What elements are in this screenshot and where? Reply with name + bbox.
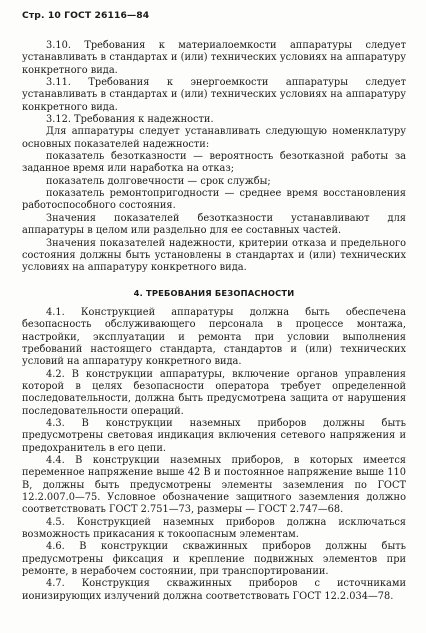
- clause-3-11: 3.11. Требования к энергоемкости аппаратуры следует устанавливать в стандартах и (или) технических условиях на аппаратуру конкретного вида.: [22, 77, 406, 113]
- clause-4-7: 4.7. Конструкция скважинных приборов с источниками ионизирующих излучений должна соответствовать ГОСТ 12.2.034—78.: [22, 578, 406, 602]
- reliability-values: Значения показателей безотказности устанавливают для аппаратуры в целом или раздельно для ее составных частей.: [22, 212, 406, 237]
- reliability-failure-free: показатель безотказности — вероятность безотказной работы за заданное время или наработка на отказ;: [22, 151, 406, 175]
- clause-4-1: 4.1. Конструкцией аппаратуры должна быть обеспечена безопасность обслуживающего персонала в процессе монтажа, настройки, эксплуатации и ремонта при условии выполнения требований настоящего стандарта, стандартов и (или) технических условий на аппаратуру конкретного вида.: [22, 306, 406, 368]
- clause-4-2: 4.2. В конструкции аппаратуры, включение органов управления которой в целях безопасности оператора требует определенной последовательности, должна быть предусмотрена защита от нарушения последовательности операций.: [22, 368, 406, 417]
- clause-4-5: 4.5. Конструкцией наземных приборов должна исключаться возможность прикасания к токоопасным элементам.: [22, 516, 406, 541]
- clause-3-12: 3.12. Требования к надежности.: [46, 114, 214, 126]
- reliability-durability: показатель долговечности — срок службы;: [46, 175, 271, 187]
- page-header: Стр. 10 ГОСТ 26116—84: [22, 10, 150, 21]
- section-title-safety: 4. ТРЕБОВАНИЯ БЕЗОПАСНОСТИ: [133, 287, 295, 298]
- reliability-intro: Для аппаратуры следует устанавливать следующую номенклатуру основных показателей надежности:: [22, 126, 406, 150]
- reliability-limits: Значения показателей надежности, критерии отказа и предельного состояния должны быть установлены в стандартах и (или) технических условиях на аппаратуру конкретного вида.: [22, 237, 406, 274]
- clause-3-10: 3.10. Требования к материалоемкости аппаратуры следует устанавливать в стандартах и (или) технических условиях на аппаратуру конкретного вида.: [22, 40, 406, 76]
- page-content: [22, 40, 406, 603]
- reliability-maintainability: показатель ремонтопригодности — среднее время восстановления работоспособного состояния.: [22, 188, 406, 212]
- clause-4-6: 4.6. В конструкции скважинных приборов должны быть предусмотрены фиксация и крепление подвижных элементов при ремонте, в нерабочем состоянии, при транспортировании.: [22, 541, 406, 578]
- clause-4-3: 4.3. В конструкции наземных приборов должны быть предусмотрены световая индикация включения сетевого напряжения и предохранитель в его цепи.: [22, 417, 406, 454]
- clause-4-4: 4.4. В конструкции наземных приборов, в которых имеется переменное напряжение выше 42 В и постоянное напряжение выше 110 В, должны быть предусмотрены элементы заземления по ГОСТ 12.2.007.0—75. Условное обозначение защитного заземления должно соответствовать ГОСТ 2.751—73, размеры — ГОСТ 2.747—68.: [22, 455, 406, 516]
